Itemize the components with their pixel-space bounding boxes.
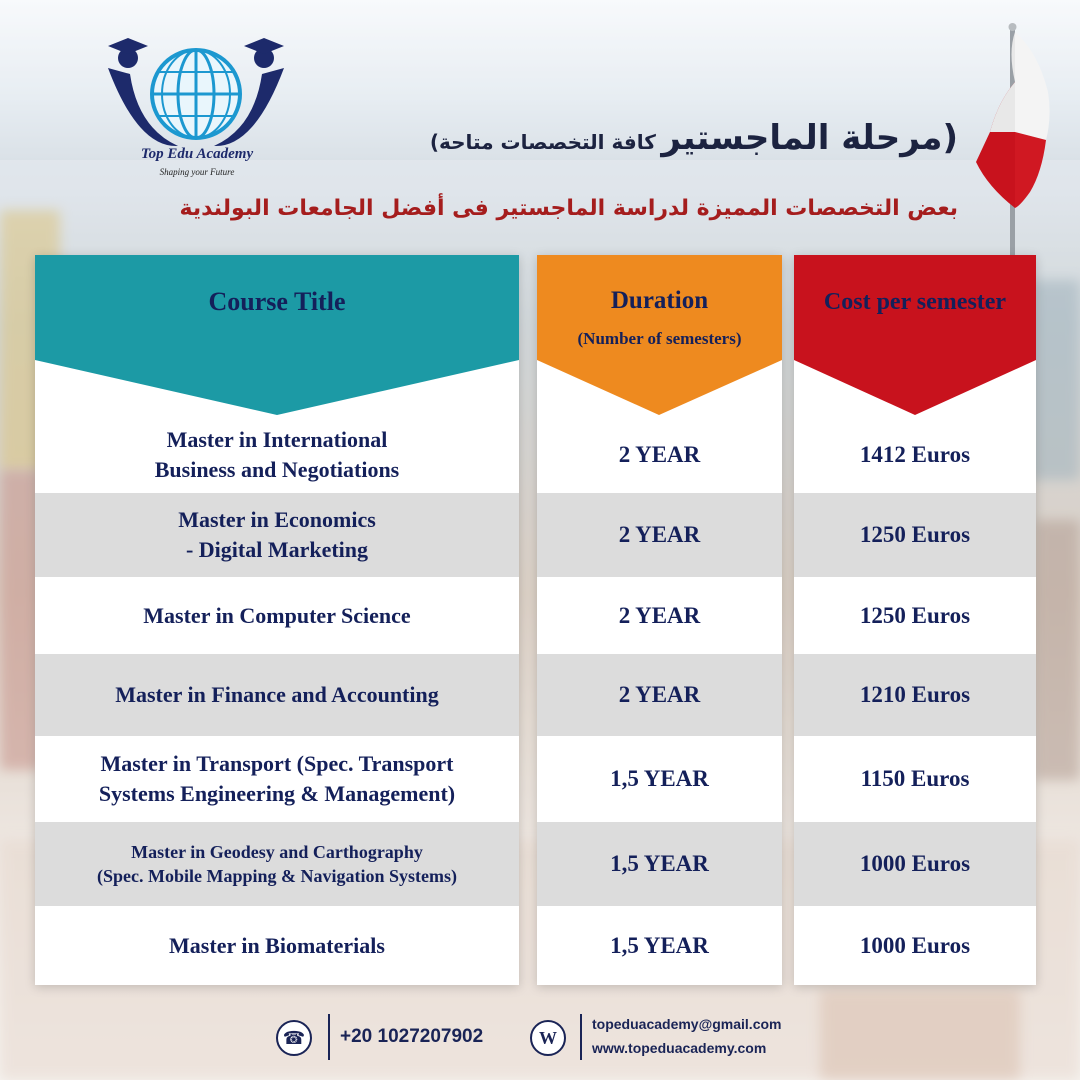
duration-header <box>537 255 782 417</box>
course-line: Master in Biomaterials <box>169 932 385 958</box>
course-line: Master in Finance and Accounting <box>115 682 439 708</box>
title-main: (مرحلة الماجستير <box>661 118 958 158</box>
table-row <box>35 822 519 906</box>
email-link[interactable]: topeduacademy@gmail.com <box>592 1016 782 1032</box>
cost-cell: 1000 Euros <box>794 822 1036 906</box>
duration-cell: 1,5 YEAR <box>610 932 709 958</box>
duration-cell: 2 YEAR <box>537 493 782 577</box>
brand-name: Top Edu Academy <box>140 146 254 162</box>
phone-number[interactable]: +20 1027207902 <box>340 1026 484 1047</box>
cost-cell: 1210 Euros <box>794 654 1036 736</box>
course-line: Master in Computer Science <box>143 602 411 628</box>
course-line: Master in Transport (Spec. Transport <box>100 751 454 777</box>
cost-cell: 1250 Euros <box>794 493 1036 577</box>
course-line: Master in International <box>166 427 388 453</box>
phone-icon: ☎ <box>276 1020 312 1056</box>
course-line: (Spec. Mobile Mapping & Navigation Systems) <box>97 866 457 886</box>
table-row <box>35 736 519 822</box>
course-line: Systems Engineering & Management) <box>98 781 456 806</box>
cost-cell: 1000 Euros <box>859 932 971 958</box>
cost-column <box>794 255 1036 985</box>
duration-header-label: Duration <box>610 287 709 314</box>
course-header-label: Course Title <box>208 287 346 316</box>
cost-cell: 1250 Euros <box>859 602 971 628</box>
duration-column <box>537 255 782 985</box>
page-subtitle: بعض التخصصات المميزة لدراسة الماجستير فى أفضل الجامعات البولندية <box>179 196 958 221</box>
cost-header-shape <box>794 255 1036 417</box>
academy-logo-icon <box>98 28 294 188</box>
course-header-shape <box>35 255 519 417</box>
duration-cell: 2 YEAR <box>537 654 782 736</box>
duration-header-sublabel: (Number of semesters) <box>577 329 742 348</box>
contact-footer <box>276 1012 806 1064</box>
table-row <box>35 654 519 736</box>
cost-cell: 1150 Euros <box>860 766 970 791</box>
cost-header <box>794 255 1036 417</box>
page-title <box>430 118 958 158</box>
table-row <box>35 493 519 577</box>
title-small: كافة التخصصات متاحة) <box>429 130 656 154</box>
duration-cell: 1,5 YEAR <box>537 822 782 906</box>
course-column <box>35 255 519 985</box>
cost-header-label: Cost per semester <box>823 289 1007 315</box>
website-link[interactable]: www.topeduacademy.com <box>592 1040 767 1056</box>
course-line: Master in Geodesy and Carthography <box>131 841 423 862</box>
table-row <box>35 577 519 654</box>
duration-cell: 2 YEAR <box>618 442 701 467</box>
divider <box>328 1014 330 1060</box>
duration-cell: 1,5 YEAR <box>610 766 709 791</box>
divider <box>580 1014 582 1060</box>
table-row <box>35 906 519 985</box>
brand-tagline: Shaping your Future <box>159 167 235 177</box>
duration-cell: 2 YEAR <box>618 602 701 628</box>
course-line: Business and Negotiations <box>154 457 400 482</box>
cost-cell: 1412 Euros <box>859 442 971 467</box>
course-header <box>35 255 519 417</box>
course-line: Master in Economics <box>178 507 376 533</box>
table-row <box>35 417 519 493</box>
website-w-icon: W <box>530 1020 566 1056</box>
course-line: - Digital Marketing <box>185 537 369 562</box>
poland-flag-icon <box>968 22 1058 258</box>
